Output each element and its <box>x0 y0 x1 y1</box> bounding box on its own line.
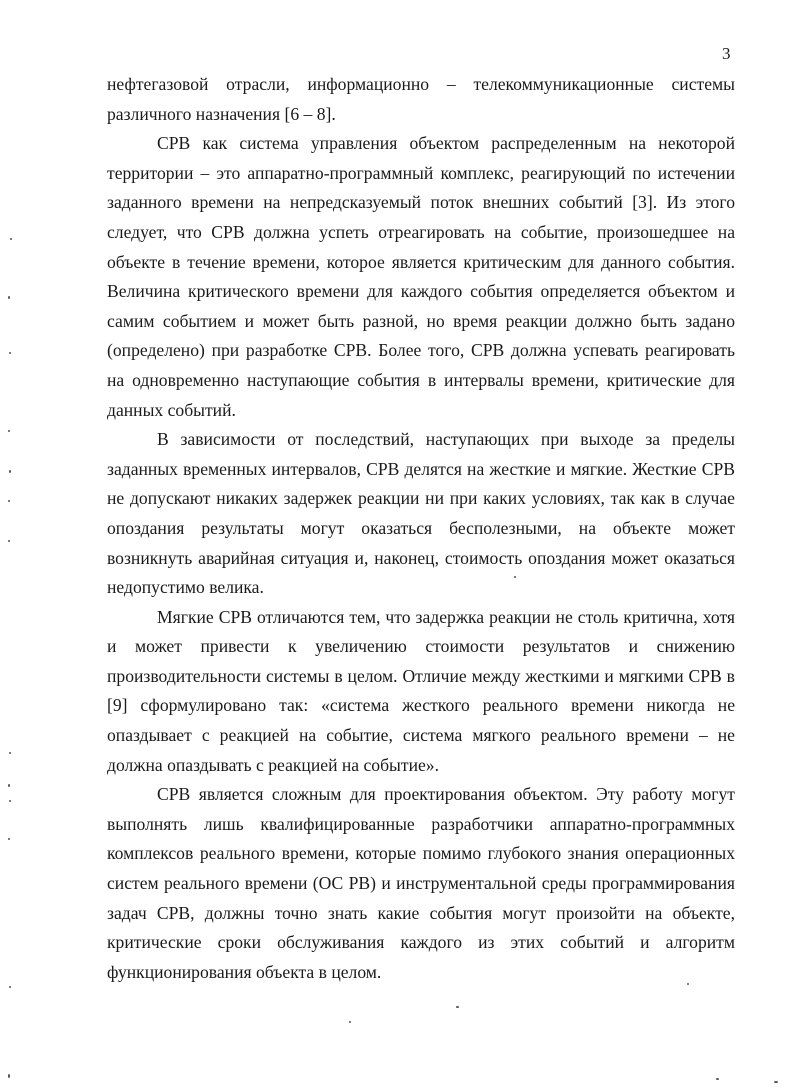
scan-speck <box>9 470 11 473</box>
paragraph-soft-srv: Мягкие СРВ отличаются тем, что задержка реакции не столь критична, хотя и может привести к увеличению стоимости результатов и снижению производительности системы в целом. Отличие между жесткими и мягкими СРВ в [9] сформулировано так: «система жесткого реального времени никогда не опаздывает с реакцией на событие, система мягкого реального времени – не должна опаздывать с реакцией на событие». <box>107 606 735 775</box>
scan-speck <box>10 238 12 240</box>
scan-speck <box>687 983 689 985</box>
scan-speck <box>9 800 11 802</box>
paragraph-srv-definition: СРВ как система управления объектом распределенным на некоторой территории – это аппаратно-программный комплекс, реагирующий по истечении заданного времени на непредсказуемый поток внешних событий [3]. Из этого следует, что СРВ должна успеть отреагировать на событие, произошедшее на объекте в течение времени, которое является критическим для данного события. Величина критического времени для каждого события определяется объектом и самим событием и может быть разной, но время реакции должно быть задано (определено) при разработке СРВ. Более того, СРВ должна успевать реагировать на одновременно наступающие события в интервалы времени, критические для данных событий. <box>107 133 735 420</box>
scan-speck <box>9 752 11 754</box>
scan-speck <box>8 838 10 840</box>
scan-speck <box>349 1021 351 1023</box>
page-number: 3 <box>722 44 731 63</box>
scan-speck <box>774 1081 778 1083</box>
scan-speck <box>716 1078 719 1080</box>
scan-speck <box>8 430 10 432</box>
document-body <box>107 70 735 987</box>
paragraph-continuation: нефтегазовой отрасли, информационно – телекоммуникационные системы различного назначения [6 – 8]. <box>107 74 735 124</box>
paragraph-srv-design: СРВ является сложным для проектирования объектом. Эту работу могут выполнять лишь квалифицированные разработчики аппаратно-программных комплексов реального времени, которые помимо глубокого знания операционных систем реального времени (ОС РВ) и инструментальной среды программирования задач СРВ, должны точно знать какие события могут произойти на объекте, критические сроки обслуживания каждого из этих событий и алгоритм функционирования объекта в целом. <box>107 784 735 982</box>
scan-speck <box>8 500 10 502</box>
scan-speck <box>456 1006 459 1008</box>
scan-speck <box>8 540 10 542</box>
scan-speck <box>8 296 10 299</box>
scan-speck <box>514 576 516 578</box>
scan-speck <box>9 986 11 988</box>
scan-speck <box>8 784 10 787</box>
scan-speck <box>9 352 11 354</box>
paragraph-hard-soft-classification: В зависимости от последствий, наступающих при выходе за пределы заданных временных интервалов, СРВ делятся на жесткие и мягкие. Жесткие СРВ не допускают никаких задержек реакции ни при каких условиях, так как в случае опоздания результаты могут оказаться бесполезными, на объекте может возникнуть аварийная ситуация и, наконец, стоимость опоздания может оказаться недопустимо велика. <box>107 429 735 598</box>
scan-speck <box>8 1074 10 1078</box>
